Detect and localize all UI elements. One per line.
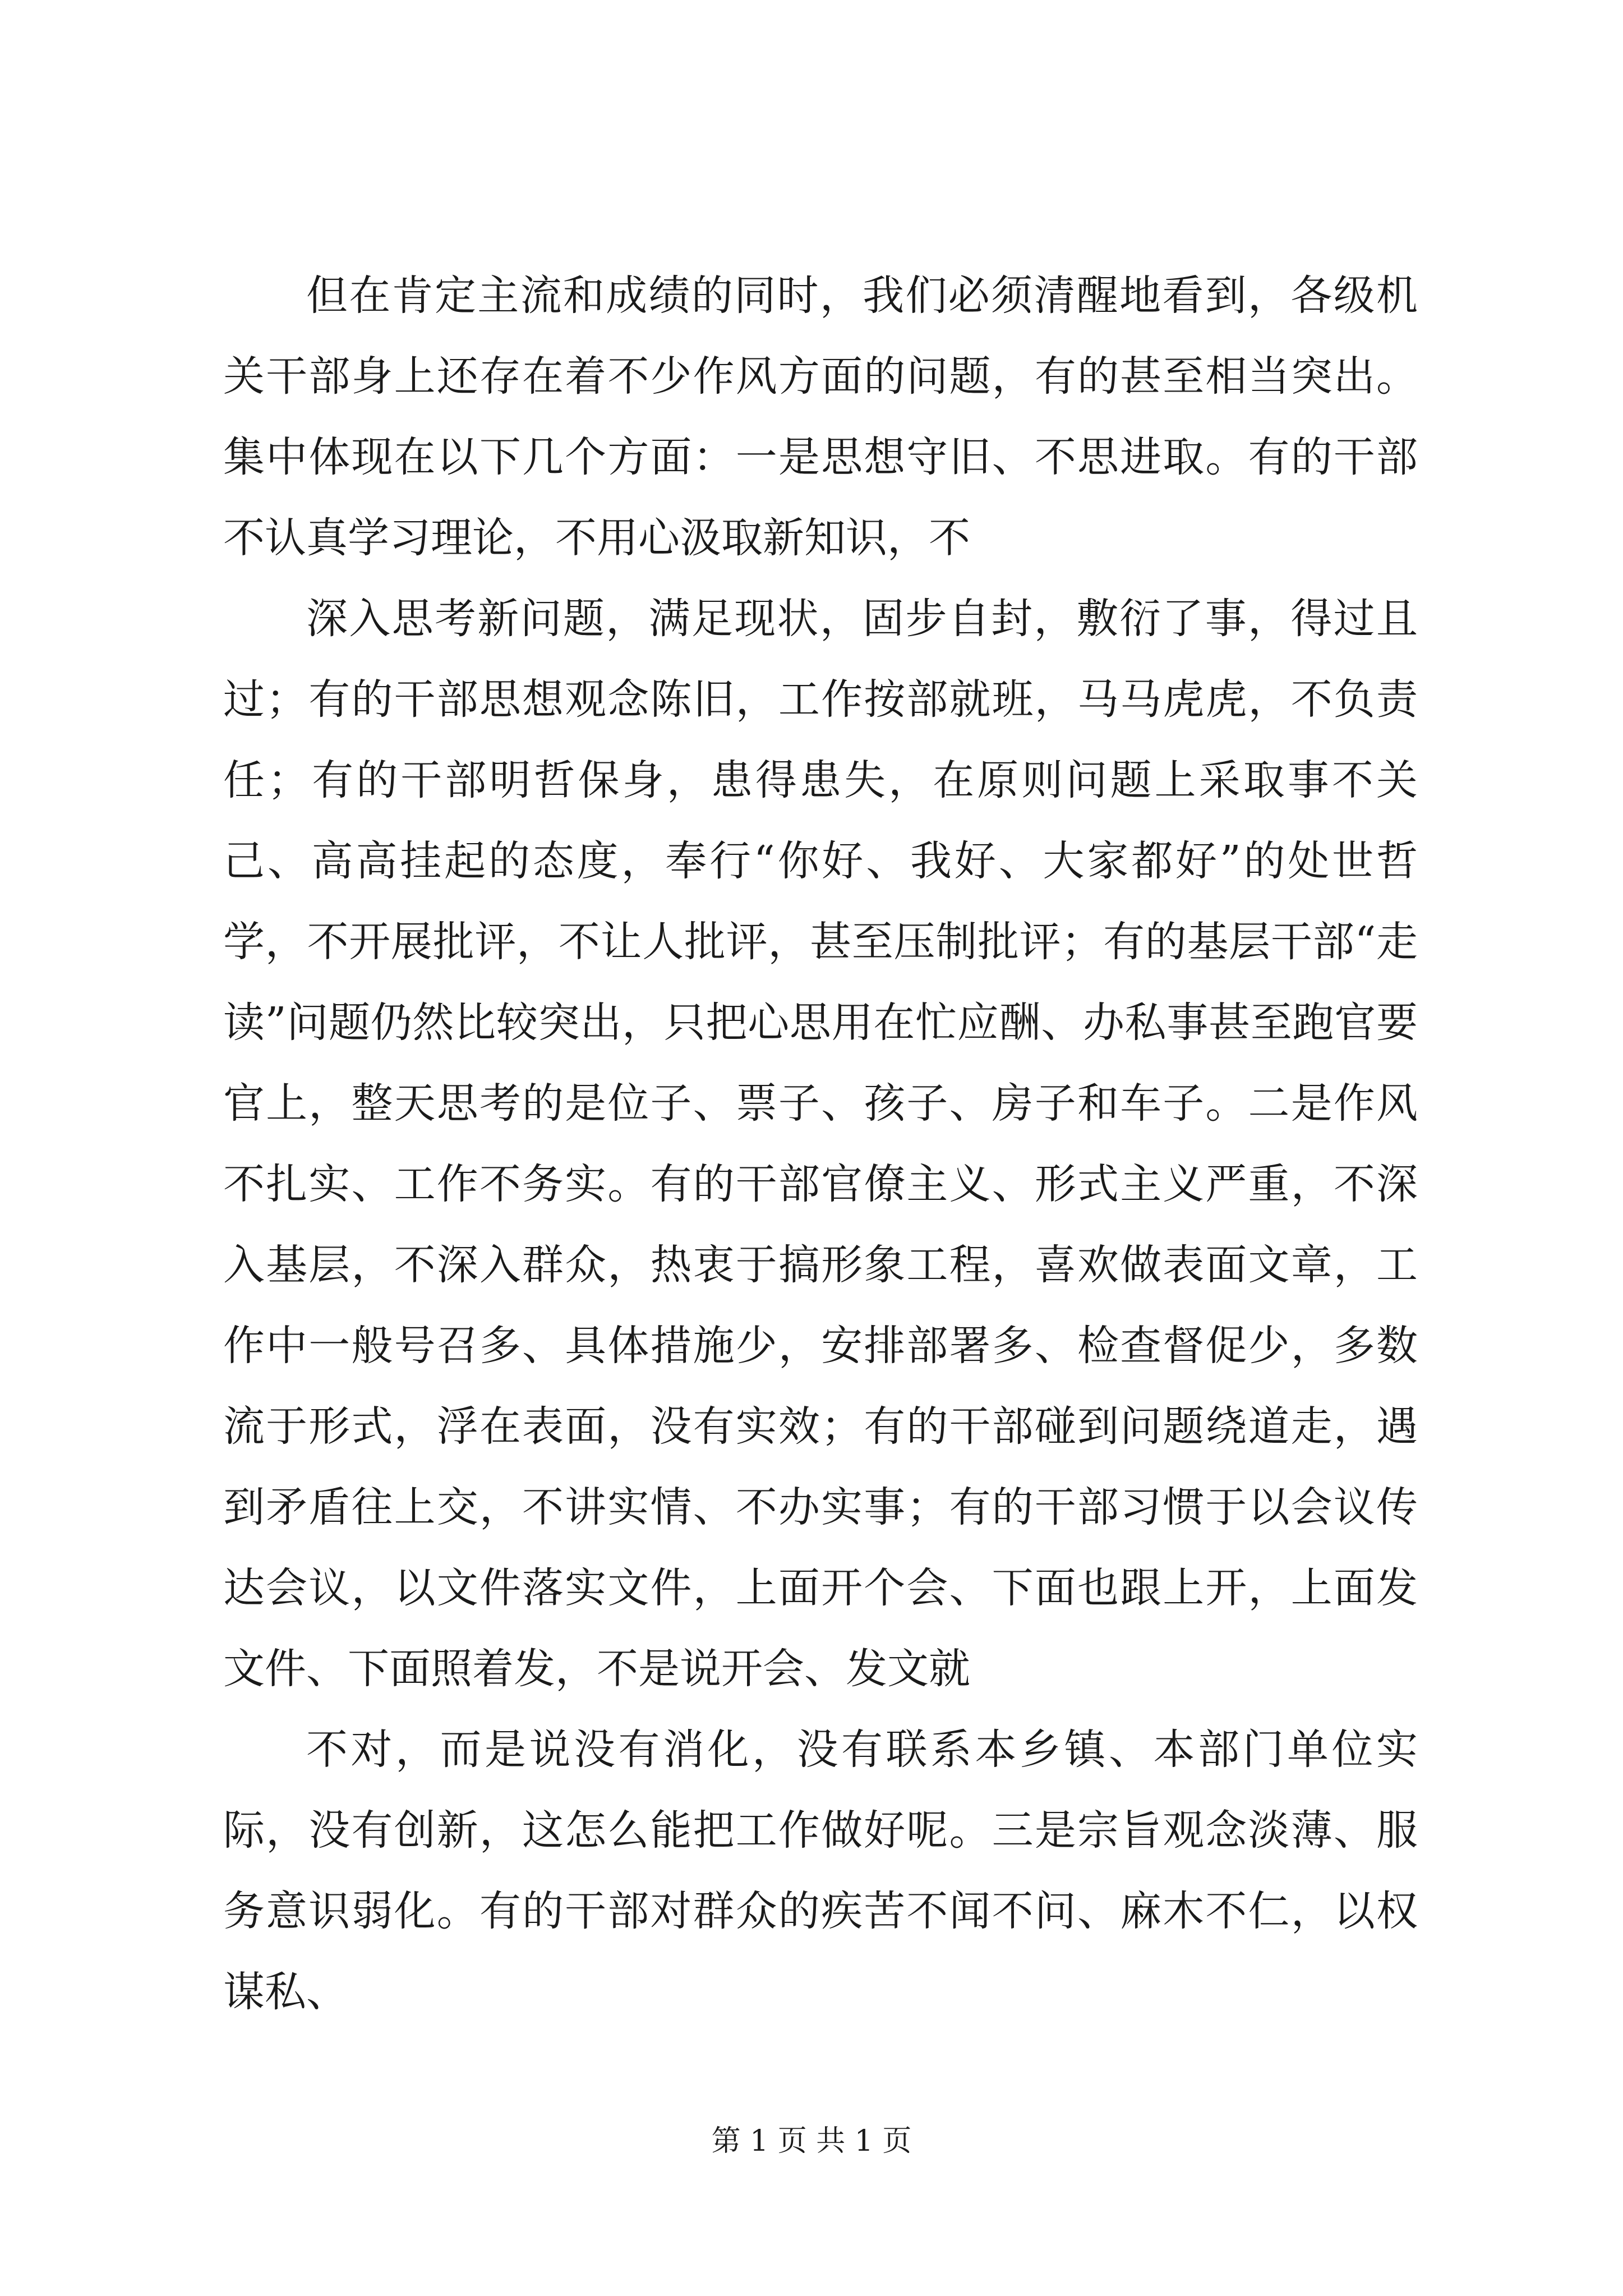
- page-number-footer: 第 1 页 共 1 页: [711, 2124, 912, 2158]
- paragraph-3: 不对，而是说没有消化，没有联系本乡镇、本部门单位实际，没有创新，这怎么能把工作做好呢。三是宗旨观念淡薄、服务意识弱化。有的干部对群众的疾苦不闻不问、麻木不仁，以权谋私、: [223, 1726, 1418, 2016]
- document-body: [223, 255, 1418, 2032]
- paragraph-2: 深入思考新问题，满足现状，固步自封，敷衍了事，得过且过；有的干部思想观念陈旧，工作按部就班，马马虎虎，不负责任；有的干部明哲保身，患得患失，在原则问题上采取事不关己、高高挂起的态度，奉行“你好、我好、大家都好”的处世哲学，不开展批评，不让人批评，甚至压制批评；有的基层干部“走读”问题仍然比较突出，只把心思用在忙应酬、办私事甚至跑官要官上，整天思考的是位子、票子、孩子、房子和车子。二是作风不扎实、工作不务实。有的干部官僚主义、形式主义严重，不深入基层，不深入群众，热衷于搞形象工程，喜欢做表面文章，工作中一般号召多、具体措施少，安排部署多、检查督促少，多数流于形式，浮在表面，没有实效；有的干部碰到问题绕道走，遇到矛盾往上交，不讲实情、不办实事；有的干部习惯于以会议传达会议，以文件落实文件，上面开个会、下面也跟上开，上面发文件、下面照着发，不是说开会、发文就: [223, 595, 1418, 1693]
- paragraph-1: 但在肯定主流和成绩的同时，我们必须清醒地看到，各级机关干部身上还存在着不少作风方面的问题，有的甚至相当突出。集中体现在以下几个方面：一是思想守旧、不思进取。有的干部不认真学习理论，不用心汲取新知识，不: [223, 272, 1418, 562]
